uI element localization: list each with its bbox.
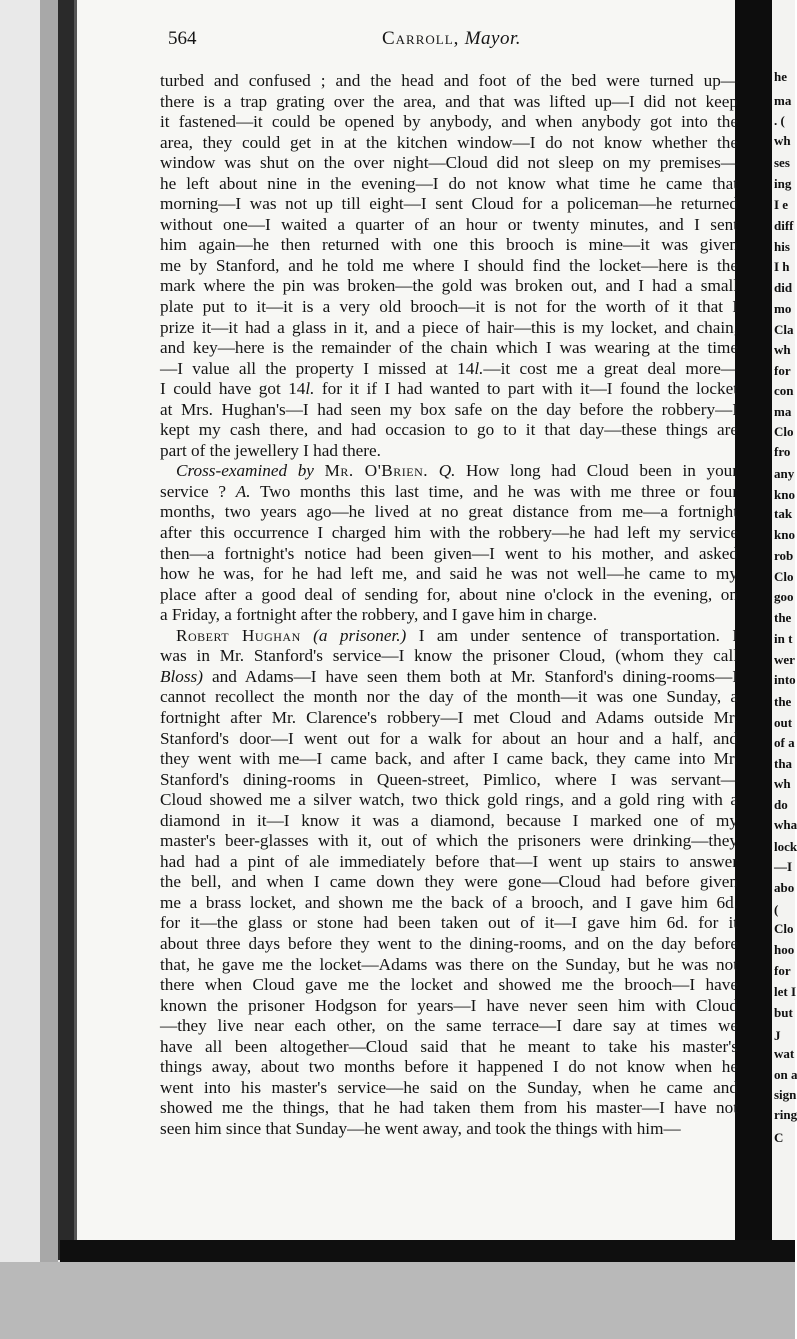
- facing-page-fragment: ing: [774, 176, 792, 191]
- text-line: then—a fortnight's notice had been given—I went to his mother, and asked: [160, 543, 738, 563]
- text-line: things away, about two months before it happened I do not know when he: [160, 1057, 738, 1077]
- text-line: there when Cloud gave me the locket and showed me the brooch—I have: [160, 975, 738, 995]
- text-line: him again—he then returned with one this brooch is mine—it was given: [160, 235, 738, 255]
- facing-page-fragment: Clo: [774, 921, 794, 936]
- text-line: kept my cash there, and had occasion to go to it that day—these things are: [160, 420, 738, 440]
- text-line: —I value all the property I missed at 14l.—it cost me a great deal more—: [160, 358, 739, 378]
- facing-page-fragment: fro: [774, 444, 791, 459]
- text-line: service ? A. Two months this last time, and he was with me three or four: [160, 481, 738, 501]
- text-line: have all been altogether—Cloud said that he meant to take his master's: [160, 1036, 738, 1056]
- facing-page-fragment: ring: [774, 1107, 797, 1122]
- facing-page-fragment: lock: [774, 839, 797, 854]
- facing-page-fragment: tak: [774, 506, 793, 521]
- text-line: place after a good deal of sending for, about nine o'clock in the evening, on: [160, 584, 738, 604]
- text-line: for it—the glass or stone had been taken out of it—I gave him 6d. for it: [160, 913, 738, 933]
- facing-page-fragment: out: [774, 715, 793, 730]
- text-line: cannot recollect the month nor the day of the month—it was one Sunday, a: [160, 687, 738, 707]
- text-line: went into his master's service—he said on the Sunday, when he came and: [160, 1077, 738, 1097]
- scan-bed: [0, 1262, 795, 1339]
- facing-page-fragment: any: [774, 466, 795, 481]
- text-line: morning—I was not up till eight—I sent Cloud for a policeman—he returned: [160, 194, 738, 214]
- facing-page-fragment: Cla: [774, 322, 794, 337]
- running-head-name: Carroll,: [382, 28, 460, 49]
- text-line: without one—I waited a quarter of an hour or twenty minutes, and I sent: [160, 214, 738, 234]
- text-line: about three days before they went to the dining-rooms, and on the day before: [160, 933, 738, 953]
- facing-page-fragment: into: [774, 672, 796, 687]
- facing-page-fragment: Clo: [774, 424, 794, 439]
- facing-page-fragment: goo: [774, 589, 794, 604]
- text-line: that, he gave me the locket—Adams was there on the Sunday, but he was not: [160, 954, 738, 974]
- text-line: it fastened—it could be opened by anybody, and when anybody got into the: [160, 112, 738, 132]
- facing-page-fragment: wer: [774, 652, 795, 667]
- bottom-shadow: [60, 1240, 795, 1264]
- running-head: [382, 28, 521, 50]
- text-line: prize it—it had a glass in it, and a piece of hair—this is my locket, and chain,: [160, 317, 738, 337]
- text-line: the bell, and when I came down they were gone—Cloud had before given: [160, 872, 738, 892]
- text-line: a Friday, a fortnight after the robbery, and I gave him in charge.: [160, 605, 598, 625]
- text-line: me a brass locket, and shown me the back of a brooch, and I gave him 6d.: [160, 892, 738, 912]
- text-line: —they live near each other, on the same terrace—I dare say at times we: [160, 1016, 738, 1036]
- text-line: area, they could get in at the kitchen window—I do not know whether the: [160, 132, 738, 152]
- facing-page-fragment: wat: [774, 1046, 795, 1061]
- text-line: there is a trap grating over the area, and that was lifted up—I did not keep: [160, 91, 738, 111]
- text-line: Stanford's dining-rooms in Queen-street, Pimlico, where I was servant—: [160, 769, 738, 789]
- facing-page-fragment: wha: [774, 817, 797, 832]
- facing-page-fragment: con: [774, 383, 794, 398]
- facing-page-fragment: wh: [774, 133, 791, 148]
- text-line: Cloud showed me a silver watch, two thick gold rings, and a gold ring with a: [160, 790, 738, 810]
- facing-page-fragment: in t: [774, 631, 793, 646]
- binding-shadow-light: [40, 0, 58, 1339]
- text-line: he left about nine in the evening—I do not know what time he came that: [160, 173, 738, 193]
- facing-page-fragment: hoo: [774, 942, 795, 957]
- facing-page-fragment: mo: [774, 301, 792, 316]
- facing-page-fragment: sign: [774, 1087, 797, 1102]
- facing-page-fragment: rob: [774, 548, 794, 563]
- facing-page-fragment: of a: [774, 735, 795, 750]
- page-edge: [74, 0, 77, 1240]
- facing-page-fragment: J: [774, 1028, 781, 1043]
- text-line: after this occurrence I charged him with the robbery—he had left my service: [160, 523, 738, 543]
- facing-page-fragment: but: [774, 1005, 793, 1020]
- facing-page-fragment: —I: [774, 859, 793, 874]
- body-text: [160, 71, 738, 1139]
- facing-page-fragment: on a: [774, 1067, 797, 1082]
- text-line: turbed and confused ; and the head and foot of the bed were turned up—: [160, 71, 738, 90]
- facing-page-fragment: let I: [774, 984, 797, 999]
- text-line: was in Mr. Stanford's service—I know the prisoner Cloud, (whom they call: [160, 646, 738, 666]
- facing-page-fragment: I h: [774, 259, 790, 274]
- text-line: how he was, for he had left me, and said he was not well—he came to my: [160, 564, 738, 584]
- book-gutter: [735, 0, 775, 1250]
- facing-page-fragment: . (: [774, 113, 785, 128]
- text-line: plate put to it—it is a very old brooch—it is not for the worth of it that I: [160, 297, 738, 317]
- text-line: I could have got 14l. for it if I had wanted to part with it—I found the locket: [160, 379, 738, 399]
- facing-page-fragment: (: [774, 902, 779, 917]
- text-line: fortnight after Mr. Clarence's robbery—I met Cloud and Adams outside Mr.: [160, 707, 738, 727]
- facing-page-fragment: for: [774, 363, 791, 378]
- text-line: known the prisoner Hodgson for years—I have never seen him with Cloud: [160, 995, 738, 1015]
- facing-page-fragment: ma: [774, 404, 792, 419]
- text-line: seen him since that Sunday—he went away, and took the things with him—: [160, 1118, 681, 1138]
- text-line: Stanford's door—I went out for a walk for about an hour and a half, and: [160, 728, 738, 748]
- text-line: had had a pint of ale immediately before that—I went up stairs to answer: [160, 851, 738, 871]
- facing-page-edge: [772, 0, 795, 1245]
- facing-page-fragment: wh: [774, 776, 791, 791]
- facing-page-fragment: the: [774, 694, 792, 709]
- facing-page-fragment: for: [774, 963, 791, 978]
- facing-page-fragment: he: [774, 69, 787, 84]
- text-line: Robert Hughan (a prisoner.) I am under sentence of transportation. I: [176, 625, 739, 645]
- page-header: [168, 28, 728, 54]
- running-head-title: Mayor.: [464, 28, 521, 49]
- page-number: 564: [168, 28, 197, 49]
- text-line: Bloss) and Adams—I have seen them both at Mr. Stanford's dining-rooms—I: [160, 666, 738, 686]
- facing-page-fragment: do: [774, 797, 788, 812]
- facing-page-fragment: C: [774, 1130, 784, 1145]
- text-line: mark where the pin was broken—the gold was broken out, and I had a small: [160, 276, 738, 296]
- facing-page-fragment: did: [774, 280, 793, 295]
- text-line: diamond in it—I know it was a diamond, because I marked one of my: [160, 810, 738, 830]
- facing-page-fragment: ses: [774, 155, 790, 170]
- text-line: me by Stanford, and he told me where I should find the locket—here is the: [160, 255, 738, 275]
- facing-page-fragment: kno: [774, 527, 795, 542]
- facing-page-fragment: wh: [774, 342, 791, 357]
- text-line: Cross-examined by Mr. O'Brien. Q. How long had Cloud been in your: [176, 461, 738, 481]
- facing-page-fragment: kno: [774, 487, 795, 502]
- facing-page-fragment: diff: [774, 218, 794, 233]
- text-line: master's beer-glasses with it, out of which the prisoners were drinking—they: [160, 831, 738, 851]
- text-line: window was shut on the over night—Cloud did not sleep on my premises—: [160, 153, 738, 173]
- facing-page-fragment: abo: [774, 880, 795, 895]
- text-line: part of the jewellery I had there.: [160, 440, 381, 460]
- binding-shadow-dark: [58, 0, 74, 1260]
- facing-page-fragment: Clo: [774, 569, 794, 584]
- facing-page-fragment: I e: [774, 197, 789, 212]
- text-line: they went with me—I came back, and after I came back, they came into Mr.: [160, 749, 738, 769]
- text-line: at Mrs. Hughan's—I had seen my box safe on the day before the robbery—I: [160, 399, 738, 419]
- facing-page-fragment: ma: [774, 93, 792, 108]
- text-line: months, two years ago—he lived at no great distance from me—a fortnight: [160, 502, 738, 522]
- text-line: and key—here is the remainder of the chain which I was wearing at the time: [160, 338, 738, 358]
- facing-page-fragment: his: [774, 239, 790, 254]
- facing-page-fragment: tha: [774, 756, 793, 771]
- facing-page-fragment: the: [774, 610, 792, 625]
- text-line: showed me the things, that he had taken them from his master—I have not: [160, 1098, 738, 1118]
